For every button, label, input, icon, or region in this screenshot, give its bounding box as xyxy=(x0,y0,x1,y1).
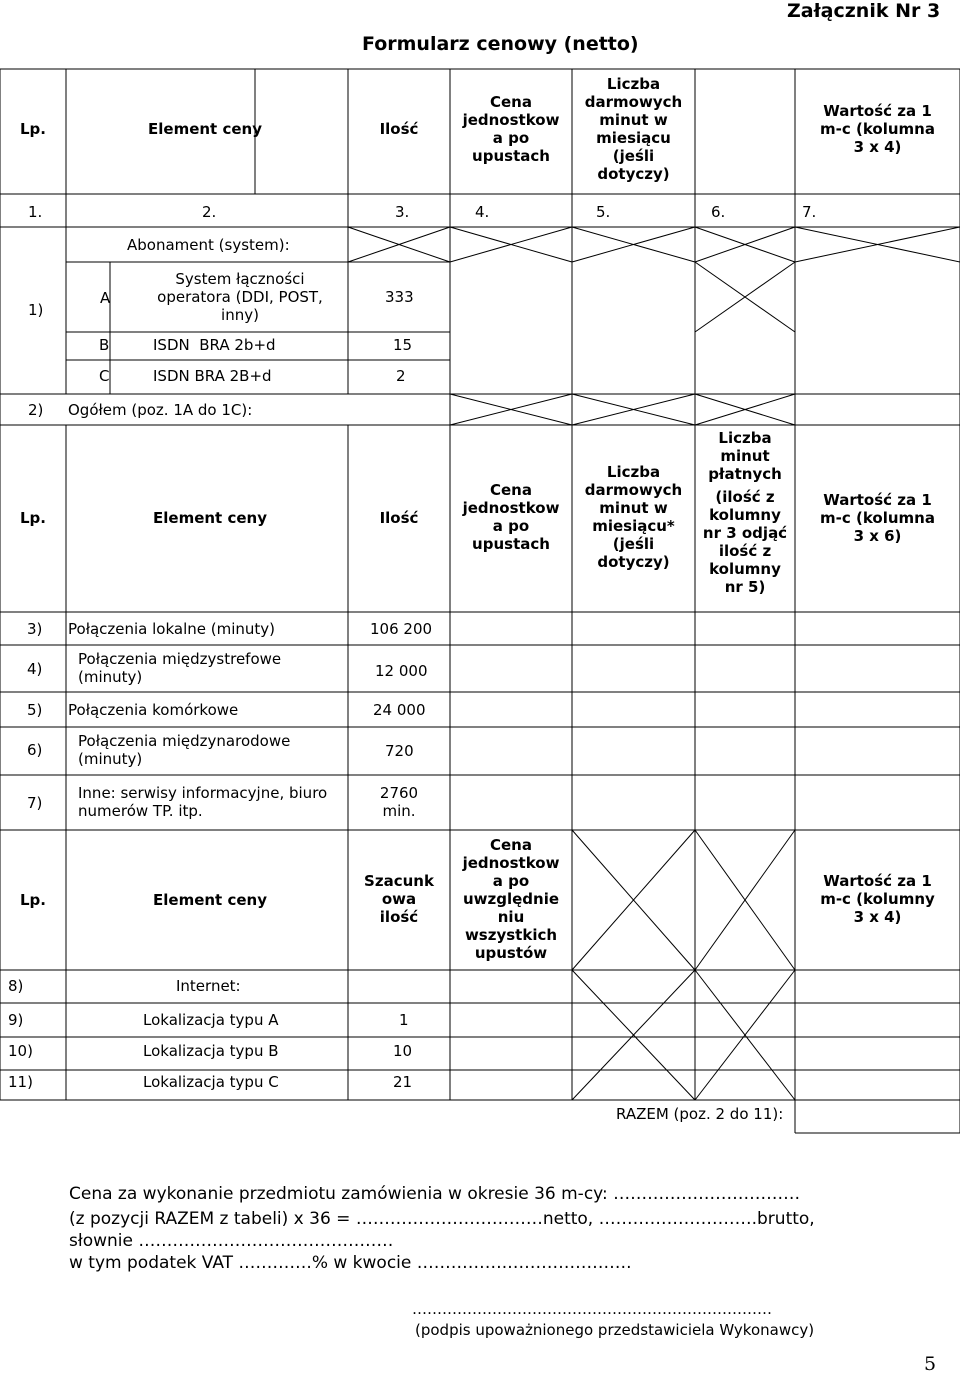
row-qty: 1 xyxy=(399,1011,409,1029)
row-code: B xyxy=(99,336,110,354)
col-estimated-qty-header: Szacunk owa ilość xyxy=(364,872,434,926)
row-label: Lokalizacja typu B xyxy=(143,1042,279,1060)
row-qty: 2760 min. xyxy=(379,784,419,820)
col-element-header: Element ceny xyxy=(153,891,267,909)
row-qty: 12 000 xyxy=(375,662,428,680)
row-label: Inne: serwisy informacyjne, biuro numerów TP. itp. xyxy=(78,784,328,820)
col-number: 2. xyxy=(202,203,217,221)
row-qty: 21 xyxy=(393,1073,413,1091)
row-qty: 2 xyxy=(396,367,406,385)
price-in-words-line: słownie ……………………………………… xyxy=(69,1231,394,1251)
crossed-out-cells xyxy=(348,227,960,1100)
price-net-gross-line: (z pozycji RAZEM z tabeli) x 36 = ……………………………netto, ……………………….brutto, xyxy=(69,1209,815,1229)
col-element-header: Element ceny xyxy=(153,509,267,527)
form-title: Formularz cenowy (netto) xyxy=(362,33,639,55)
col-value-header: Wartość za 1 m-c (kolumny 3 x 4) xyxy=(820,872,935,926)
col-number: 4. xyxy=(475,203,490,221)
col-number: 1. xyxy=(28,203,43,221)
row-label: Lokalizacja typu A xyxy=(143,1011,279,1029)
vat-line: w tym podatek VAT ………….% w kwocie …………….…………………. xyxy=(69,1253,632,1273)
page-number: 5 xyxy=(924,1353,937,1375)
row-lp: 4) xyxy=(27,660,43,678)
row-lp: 5) xyxy=(27,701,43,719)
col-free-minutes-header: Liczba darmowych minut w miesiącu* (jeśli dotyczy) xyxy=(584,463,683,571)
row-lp: 6) xyxy=(27,741,43,759)
row-label: ISDN BRA 2B+d xyxy=(153,367,272,385)
row-qty: 106 200 xyxy=(370,620,433,638)
col-lp-header: Lp. xyxy=(20,509,46,527)
col-qty-header: Ilość xyxy=(379,120,419,138)
col-lp-header: Lp. xyxy=(20,891,46,909)
col-price-header: Cena jednostkow a po uwzględnie niu wszystkich upustów xyxy=(462,836,560,962)
row-lp: 2) xyxy=(28,401,44,419)
col-price-header: Cena jednostkow a po upustach xyxy=(462,93,560,165)
price-36-months-line: Cena za wykonanie przedmiotu zamówienia w okresie 36 m-cy: …………………………… xyxy=(69,1184,801,1204)
row-label: ISDN BRA 2b+d xyxy=(153,336,276,354)
row-code: A xyxy=(100,289,111,307)
total-label: RAZEM (poz. 2 do 11): xyxy=(616,1105,784,1123)
row-lp: 10) xyxy=(8,1042,33,1060)
col-number: 7. xyxy=(802,203,817,221)
col-free-minutes-header: Liczba darmowych minut w miesiącu (jeśli dotyczy) xyxy=(584,75,683,183)
row-code: C xyxy=(99,367,110,385)
row-label: Lokalizacja typu C xyxy=(143,1073,279,1091)
row-lp: 3) xyxy=(27,620,43,638)
col-element-header: Element ceny xyxy=(148,120,262,138)
row-qty: 720 xyxy=(385,742,414,760)
row-label: Połączenia komórkowe xyxy=(68,701,239,719)
row-lp: 11) xyxy=(8,1073,33,1091)
row-label: Połączenia lokalne (minuty) xyxy=(68,620,276,638)
col-value-header: Wartość za 1 m-c (kolumna 3 x 6) xyxy=(820,491,935,545)
col-lp-header: Lp. xyxy=(20,120,46,138)
col-number: 3. xyxy=(395,203,410,221)
annex-number: Załącznik Nr 3 xyxy=(787,0,941,22)
col-value-header: Wartość za 1 m-c (kolumna 3 x 4) xyxy=(820,102,935,156)
row-lp: 1) xyxy=(28,301,44,319)
col-number: 6. xyxy=(711,203,726,221)
row-label: Ogółem (poz. 1A do 1C): xyxy=(68,401,253,419)
row-label: Internet: xyxy=(176,977,241,995)
col-price-header: Cena jednostkow a po upustach xyxy=(462,481,560,553)
row-lp: 8) xyxy=(8,977,24,995)
signature-label: (podpis upoważnionego przedstawiciela Wykonawcy) xyxy=(415,1321,815,1339)
row-label: Abonament (system): xyxy=(127,236,290,254)
row-label: Połączenia międzynarodowe (minuty) xyxy=(78,732,291,768)
row-qty: 10 xyxy=(393,1042,413,1060)
row-qty: 333 xyxy=(385,288,414,306)
col-qty-header: Ilość xyxy=(379,509,419,527)
row-qty: 24 000 xyxy=(373,701,426,719)
signature-dots: ……………………………………………………………… xyxy=(412,1300,772,1318)
row-label: System łączności operatora (DDI, POST, inny) xyxy=(157,270,323,324)
row-lp: 7) xyxy=(27,794,43,812)
row-label: Połączenia międzystrefowe (minuty) xyxy=(78,650,282,686)
row-lp: 9) xyxy=(8,1011,24,1029)
col-paid-minutes-header: Liczba minut płatnych (ilość z kolumny nr 3 odjąć ilość z kolumny nr 5) xyxy=(702,429,788,596)
row-qty: 15 xyxy=(393,336,413,354)
col-number: 5. xyxy=(596,203,611,221)
